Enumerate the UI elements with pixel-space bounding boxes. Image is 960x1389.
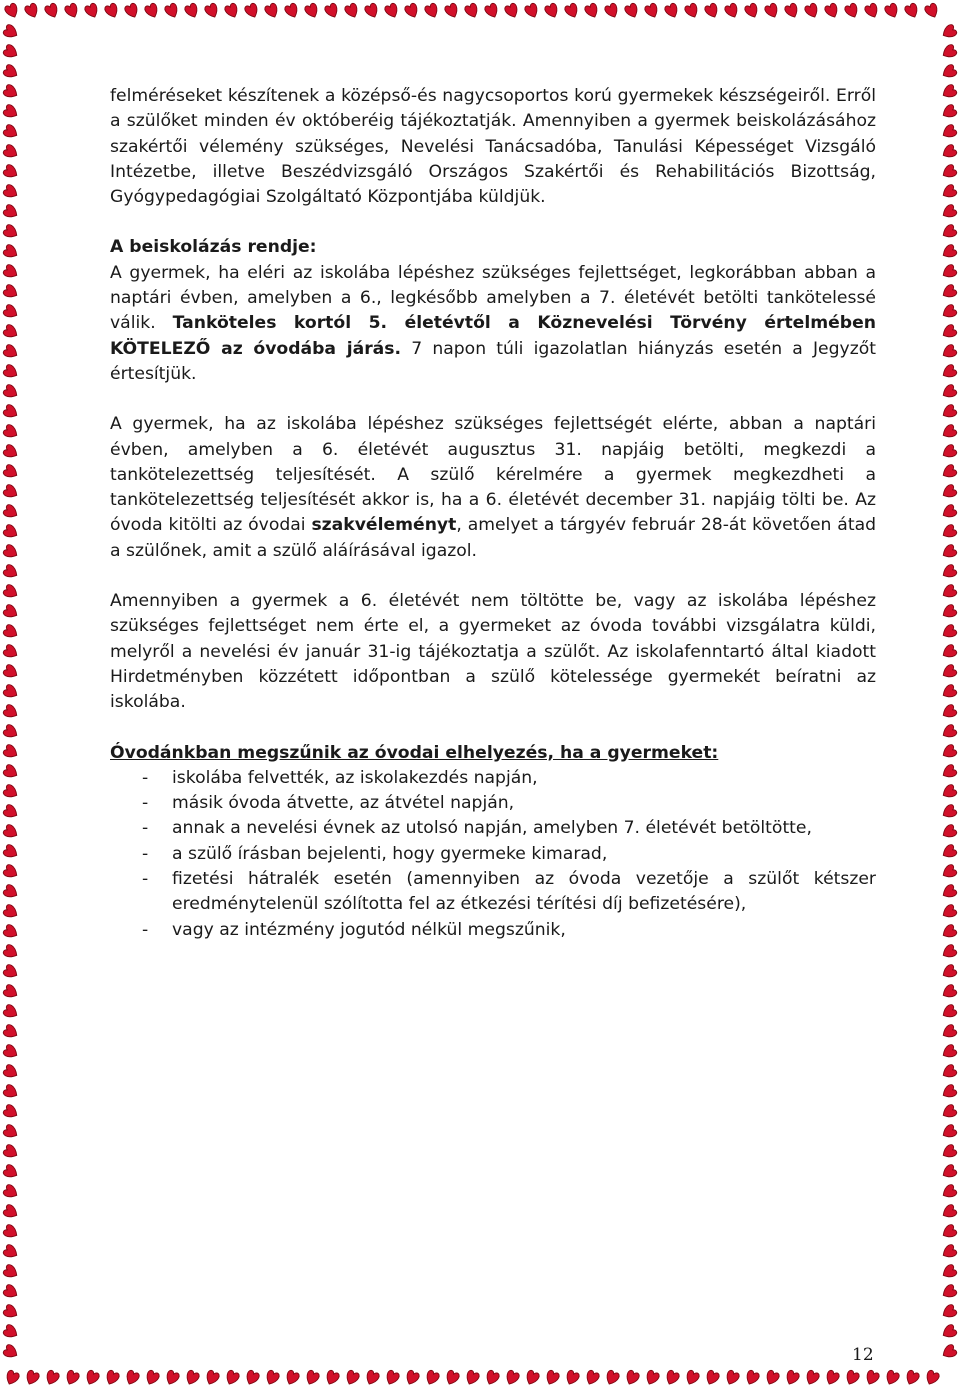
heart-ornament xyxy=(704,2,721,19)
heart-ornament xyxy=(940,143,958,160)
heart-ornament xyxy=(2,1323,20,1340)
paragraph-not-ready: Amennyiben a gyermek a 6. életévét nem töltötte be, vagy az iskolába lépéshez szükséges fejlettséget nem érte el, a gyermeket az óvoda további vizsgálatra küldi, melyről a nevelési év január 31-ig tájékoztatja a szülőt. Az iskolafenntartó által kiadott Hirdetményben közzétett időpontban a szülő kötelessége gyermekét beíratni az iskolába. xyxy=(110,591,876,713)
heart-ornament xyxy=(724,1369,741,1386)
heart-ornament xyxy=(2,703,20,720)
heart-ornament xyxy=(924,1369,941,1386)
heart-ornament xyxy=(2,723,20,740)
heart-ornament xyxy=(644,1369,661,1386)
heart-ornament xyxy=(940,123,958,140)
heart-ornament xyxy=(2,183,20,200)
heart-ornament xyxy=(564,2,581,19)
heart-ornament xyxy=(2,1203,20,1220)
heart-ornament xyxy=(2,483,20,500)
heart-ornament xyxy=(684,1369,701,1386)
heart-ornament xyxy=(2,923,20,940)
heart-ornament xyxy=(940,603,958,620)
heart-ornament xyxy=(684,2,701,19)
heart-ornament xyxy=(2,943,20,960)
heart-ornament xyxy=(744,2,761,19)
heart-ornament xyxy=(2,363,20,380)
heart-ornament xyxy=(940,423,958,440)
document-body xyxy=(110,84,876,943)
page-number: 12 xyxy=(852,1345,874,1365)
heart-ornament xyxy=(264,2,281,19)
heart-ornament xyxy=(940,363,958,380)
heart-ornament xyxy=(940,1203,958,1220)
heart-ornament xyxy=(624,2,641,19)
heart-ornament xyxy=(2,623,20,640)
paragraph-enrollment xyxy=(110,261,876,387)
heart-ornament xyxy=(2,1343,20,1360)
heart-ornament xyxy=(940,1123,958,1140)
heart-ornament xyxy=(864,2,881,19)
heart-ornament xyxy=(940,63,958,80)
heart-ornament xyxy=(264,1369,281,1386)
heart-ornament xyxy=(164,1369,181,1386)
heart-ornament xyxy=(44,2,61,19)
heart-ornament xyxy=(940,1243,958,1260)
heart-ornament xyxy=(2,1003,20,1020)
heart-ornament xyxy=(2,403,20,420)
heart-ornament xyxy=(2,1223,20,1240)
heart-ornament xyxy=(2,63,20,80)
heart-ornament xyxy=(2,423,20,440)
heart-ornament xyxy=(124,2,141,19)
heart-ornament xyxy=(2,443,20,460)
heart-ornament xyxy=(884,1369,901,1386)
heart-ornament xyxy=(940,1303,958,1320)
heart-ornament xyxy=(2,303,20,320)
heart-ornament xyxy=(940,183,958,200)
heart-ornament xyxy=(2,1263,20,1280)
heart-ornament xyxy=(2,783,20,800)
heart-ornament xyxy=(2,143,20,160)
heart-ornament xyxy=(2,743,20,760)
heart-ornament xyxy=(324,2,341,19)
heart-ornament xyxy=(2,963,20,980)
heart-ornament xyxy=(84,2,101,19)
heart-ornament xyxy=(704,1369,721,1386)
heart-ornament xyxy=(940,1083,958,1100)
heart-ornament xyxy=(324,1369,341,1386)
heart-ornament xyxy=(2,663,20,680)
heart-ornament xyxy=(940,903,958,920)
heart-ornament xyxy=(2,1303,20,1320)
heart-ornament xyxy=(940,1023,958,1040)
heart-ornament xyxy=(940,263,958,280)
heart-ornament xyxy=(940,523,958,540)
heart-ornament xyxy=(2,603,20,620)
heart-ornament xyxy=(2,1143,20,1160)
heart-ornament xyxy=(564,1369,581,1386)
text-span: 7 napon túli igazolatlan hiányzás esetén a Jegyzőt értesítjük. xyxy=(110,338,876,384)
heart-ornament xyxy=(64,2,81,19)
heart-ornament xyxy=(2,203,20,220)
heart-ornament xyxy=(4,2,21,19)
heart-ornament xyxy=(24,1369,41,1386)
heart-ornament xyxy=(404,2,421,19)
heart-ornament xyxy=(524,2,541,19)
heart-ornament xyxy=(124,1369,141,1386)
heart-ornament xyxy=(2,523,20,540)
heart-ornament xyxy=(2,643,20,660)
heart-ornament xyxy=(144,1369,161,1386)
heart-ornament xyxy=(2,1023,20,1040)
heart-ornament xyxy=(2,43,20,60)
heart-ornament xyxy=(384,1369,401,1386)
heart-ornament xyxy=(940,163,958,180)
heart-ornament xyxy=(2,1043,20,1060)
heart-ornament xyxy=(940,683,958,700)
heart-ornament xyxy=(940,443,958,460)
heart-ornament xyxy=(940,623,958,640)
heart-ornament xyxy=(644,2,661,19)
heart-ornament xyxy=(424,1369,441,1386)
heart-ornament xyxy=(2,463,20,480)
heart-ornament xyxy=(284,2,301,19)
heart-ornament xyxy=(204,2,221,19)
heart-ornament xyxy=(604,2,621,19)
heart-ornament xyxy=(744,1369,761,1386)
heart-ornament xyxy=(940,1343,958,1360)
heart-ornament xyxy=(940,823,958,840)
heart-ornament xyxy=(584,1369,601,1386)
heart-ornament xyxy=(940,463,958,480)
heart-ornament xyxy=(2,1243,20,1260)
heart-ornament xyxy=(144,2,161,19)
list-item: - vagy az intézmény jogutód nélkül megszűnik, xyxy=(110,918,876,943)
section-title-enrollment: A beiskolázás rendje: xyxy=(110,237,317,258)
heart-ornament xyxy=(2,1103,20,1120)
heart-ornament xyxy=(624,1369,641,1386)
heart-ornament xyxy=(2,283,20,300)
heart-ornament xyxy=(664,2,681,19)
heart-ornament xyxy=(404,1369,421,1386)
heart-ornament xyxy=(824,2,841,19)
heart-ornament xyxy=(164,2,181,19)
heart-ornament xyxy=(2,103,20,120)
bold-text-span: szakvéleményt xyxy=(311,515,457,536)
heart-ornament xyxy=(284,1369,301,1386)
bold-text-span: Tanköteles kortól 5. életévtől a Köznevelési Törvény értelmében KÖTELEZŐ az óvodába járás. xyxy=(110,313,876,359)
heart-ornament xyxy=(484,1369,501,1386)
heart-ornament xyxy=(784,2,801,19)
heart-ornament xyxy=(2,23,20,40)
section-title-termination: Óvodánkban megszűnik az óvodai elhelyezés, ha a gyermeket: xyxy=(110,742,719,763)
list-item: - a szülő írásban bejelenti, hogy gyermeke kimarad, xyxy=(110,842,876,867)
heart-ornament xyxy=(940,1223,958,1240)
heart-ornament xyxy=(940,1103,958,1120)
heart-ornament xyxy=(364,2,381,19)
heart-ornament xyxy=(940,663,958,680)
heart-ornament xyxy=(2,383,20,400)
heart-ornament xyxy=(464,1369,481,1386)
heart-ornament xyxy=(784,1369,801,1386)
heart-ornament xyxy=(524,1369,541,1386)
heart-ornament xyxy=(444,1369,461,1386)
heart-ornament xyxy=(2,83,20,100)
heart-ornament xyxy=(304,1369,321,1386)
heart-ornament xyxy=(2,323,20,340)
heart-ornament xyxy=(940,323,958,340)
heart-ornament xyxy=(604,1369,621,1386)
heart-ornament xyxy=(940,503,958,520)
heart-ornament xyxy=(940,643,958,660)
heart-ornament xyxy=(940,883,958,900)
heart-ornament xyxy=(844,2,861,19)
list-item: - iskolába felvették, az iskolakezdés napján, xyxy=(110,766,876,791)
heart-ornament xyxy=(204,1369,221,1386)
heart-ornament xyxy=(484,2,501,19)
heart-ornament xyxy=(464,2,481,19)
heart-ornament xyxy=(940,303,958,320)
heart-ornament xyxy=(2,543,20,560)
heart-ornament xyxy=(764,2,781,19)
heart-ornament xyxy=(724,2,741,19)
heart-ornament xyxy=(940,223,958,240)
heart-ornament xyxy=(940,843,958,860)
heart-ornament xyxy=(924,2,941,19)
heart-ornament xyxy=(940,1323,958,1340)
heart-ornament xyxy=(2,1163,20,1180)
heart-ornament xyxy=(2,903,20,920)
heart-ornament xyxy=(2,983,20,1000)
list-item: - másik óvoda átvette, az átvétel napján, xyxy=(110,791,876,816)
heart-ornament xyxy=(2,243,20,260)
heart-ornament xyxy=(940,23,958,40)
heart-ornament xyxy=(2,563,20,580)
heart-ornament xyxy=(2,823,20,840)
heart-ornament xyxy=(940,1183,958,1200)
heart-ornament xyxy=(940,863,958,880)
heart-ornament xyxy=(2,683,20,700)
heart-ornament xyxy=(2,1083,20,1100)
heart-ornament xyxy=(940,43,958,60)
heart-ornament xyxy=(940,783,958,800)
heart-ornament xyxy=(904,1369,921,1386)
heart-ornament xyxy=(184,1369,201,1386)
heart-ornament xyxy=(2,803,20,820)
heart-ornament xyxy=(940,243,958,260)
heart-ornament xyxy=(844,1369,861,1386)
heart-ornament xyxy=(940,703,958,720)
heart-ornament xyxy=(764,1369,781,1386)
heart-ornament xyxy=(364,1369,381,1386)
heart-ornament xyxy=(940,343,958,360)
heart-ornament xyxy=(940,1283,958,1300)
heart-ornament xyxy=(2,583,20,600)
heart-ornament xyxy=(940,943,958,960)
heart-ornament xyxy=(804,1369,821,1386)
heart-ornament xyxy=(504,1369,521,1386)
heart-ornament xyxy=(44,1369,61,1386)
heart-ornament xyxy=(2,343,20,360)
heart-ornament xyxy=(4,1369,21,1386)
heart-ornament xyxy=(940,283,958,300)
heart-ornament xyxy=(84,1369,101,1386)
heart-ornament xyxy=(940,103,958,120)
heart-ornament xyxy=(2,163,20,180)
text-span: A gyermek, ha eléri az iskolába lépéshez szükséges fejlettséget, legkorábban abban a naptári évben, amelyben a 6., legkésőbb amelyben a 7. életévét betölti tankötelessé válik. xyxy=(110,262,876,334)
paragraph-school-readiness xyxy=(110,412,876,564)
heart-ornament xyxy=(544,1369,561,1386)
heart-ornament xyxy=(940,483,958,500)
heart-ornament xyxy=(940,1143,958,1160)
heart-ornament xyxy=(544,2,561,19)
heart-ornament xyxy=(940,983,958,1000)
heart-ornament xyxy=(940,563,958,580)
heart-ornament xyxy=(444,2,461,19)
heart-ornament xyxy=(2,883,20,900)
list-item: - annak a nevelési évnek az utolsó napján, amelyben 7. életévét betöltötte, xyxy=(110,816,876,841)
paragraph-intro: felméréseket készítenek a középső-és nagycsoportos korú gyermekek készségeiről. Erről a szülőket minden év októberéig tájékoztatják. Amennyiben a gyermek beiskolázásához szakértői vélemény szükséges, Nevelési Tanácsadóba, Tanulási Képességet Vizsgáló Intézetbe, illetve Beszédvizsgáló Országos Szakértői és Rehabilitációs Bizottság, Gyógypedagógiai Szolgáltató Központjába küldjük. xyxy=(110,86,876,208)
heart-ornament xyxy=(940,743,958,760)
heart-ornament xyxy=(940,1003,958,1020)
heart-ornament xyxy=(2,1123,20,1140)
heart-ornament xyxy=(2,223,20,240)
heart-ornament xyxy=(244,2,261,19)
heart-ornament xyxy=(344,1369,361,1386)
heart-ornament xyxy=(940,403,958,420)
heart-ornament xyxy=(224,1369,241,1386)
heart-ornament xyxy=(940,383,958,400)
text-span: , amelyet a tárgyév február 28-át követően átad a szülőnek, amit a szülő aláírásával igazol. xyxy=(110,515,877,561)
heart-ornament xyxy=(804,2,821,19)
heart-ornament xyxy=(824,1369,841,1386)
heart-ornament xyxy=(2,1183,20,1200)
heart-ornament xyxy=(940,963,958,980)
text-span: A gyermek, ha az iskolába lépéshez szükséges fejlettségét elérte, abban a naptári évben, amelyben a 6. életévét augusztus 31. napjáig betölti, megkezdi a tankötelezettség teljesítését. A szülő kérelmére a gyermek megkezdheti a tankötelezettség teljesítését akkor is, ha a 6. életévét december 31. napjáig tölti be. Az óvoda kitölti az óvodai xyxy=(110,414,876,536)
heart-ornament xyxy=(584,2,601,19)
heart-ornament xyxy=(904,2,921,19)
heart-ornament xyxy=(940,1263,958,1280)
heart-ornament xyxy=(940,1063,958,1080)
heart-ornament xyxy=(2,1283,20,1300)
heart-ornament xyxy=(884,2,901,19)
heart-ornament xyxy=(24,2,41,19)
termination-list xyxy=(110,766,876,943)
heart-ornament xyxy=(244,1369,261,1386)
heart-ornament xyxy=(2,763,20,780)
heart-ornament xyxy=(64,1369,81,1386)
heart-ornament xyxy=(2,843,20,860)
heart-ornament xyxy=(384,2,401,19)
heart-ornament xyxy=(104,2,121,19)
heart-ornament xyxy=(184,2,201,19)
heart-ornament xyxy=(940,723,958,740)
heart-ornament xyxy=(940,203,958,220)
heart-ornament xyxy=(940,543,958,560)
heart-ornament xyxy=(424,2,441,19)
heart-ornament xyxy=(2,503,20,520)
heart-ornament xyxy=(940,803,958,820)
heart-ornament xyxy=(2,263,20,280)
heart-ornament xyxy=(224,2,241,19)
heart-ornament xyxy=(304,2,321,19)
heart-ornament xyxy=(940,1163,958,1180)
heart-ornament xyxy=(104,1369,121,1386)
heart-ornament xyxy=(940,763,958,780)
heart-ornament xyxy=(2,123,20,140)
heart-ornament xyxy=(2,863,20,880)
heart-ornament xyxy=(344,2,361,19)
heart-ornament xyxy=(940,1043,958,1060)
heart-ornament xyxy=(864,1369,881,1386)
list-item: - fizetési hátralék esetén (amennyiben az óvoda vezetője a szülőt kétszer eredménytelenül szólította fel az étkezési térítési díj befizetésére), xyxy=(110,867,876,918)
heart-ornament xyxy=(504,2,521,19)
heart-ornament xyxy=(940,923,958,940)
heart-ornament xyxy=(940,83,958,100)
heart-ornament xyxy=(2,1063,20,1080)
heart-ornament xyxy=(940,583,958,600)
heart-ornament xyxy=(664,1369,681,1386)
